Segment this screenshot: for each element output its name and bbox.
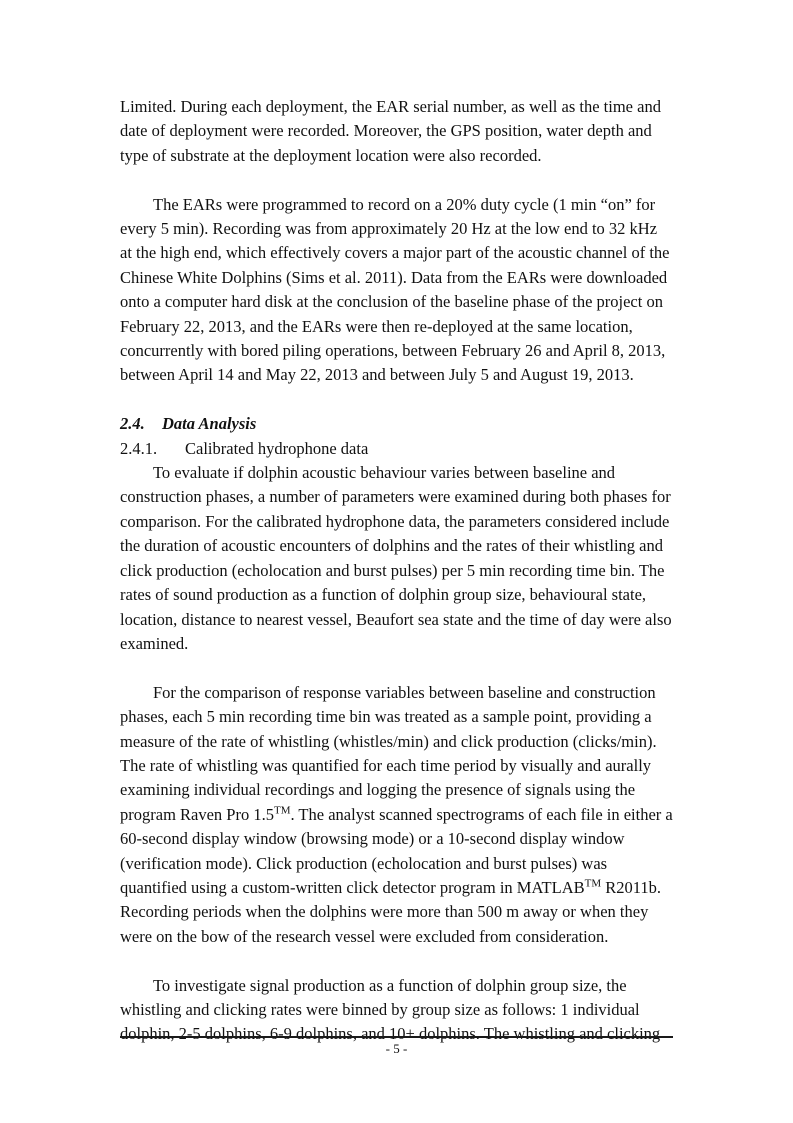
- section-number: 2.4.: [120, 414, 145, 434]
- page-footer: [120, 1036, 673, 1058]
- paragraph-response-variables: For the comparison of response variables between baseline and construction phases, each 5 min recording time bin was treated as a sample point, providing a measure of the rate of whistling (whistles/min) and click production (clicks/min). The rate of whistling was quantified for each time period by visually and aurally examining individual recordings and logging the presence of signals using the program Raven Pro 1.5™. The analyst scanned spectrograms of each file in either a 60-second display window (browsing mode) or a 10-second display window (verification mode). Click production (echolocation and burst pulses) was quantified using a custom-written click detector program in MATLAB™ R2011b. Recording periods when the dolphins were more than 500 m away or when they were on the bow of the research vessel were excluded from consideration.: [120, 682, 673, 946]
- section-title: Data Analysis: [162, 414, 257, 434]
- subsection-title: Calibrated hydrophone data: [185, 438, 369, 458]
- paragraph-group-size-binning: To investigate signal production as a function of dolphin group size, the whistling and clicking rates were binned by group size as follows: 1 individual dolphin, 2-5 dolphins, 6-9 dolphins, and 10+ dolphins. The whistling and clicking: [120, 975, 661, 1044]
- paragraph-deployment-records: Limited. During each deployment, the EAR serial number, as well as the time and date of deployment were recorded. Moreover, the GPS position, water depth and type of substrate at the deployment location were also recorded.: [120, 97, 661, 165]
- subsection-number: 2.4.1.: [120, 438, 158, 458]
- paragraph-ear-programming: The EARs were programmed to record on a 20% duty cycle (1 min “on” for every 5 min). Recording was from approximately 20 Hz at the low end to 32 kHz at the high end, which effectively covers a major part of the acoustic channel of the Chinese White Dolphins (Sims et al. 2011). Data from the EARs were downloaded onto a computer hard disk at the conclusion of the baseline phase of the project on February 22, 2013, and the EARs were then re-deployed at the same location, concurrently with bored piling operations, between February 26 and April 8, 2013, between April 14 and May 22, 2013 and between July 5 and August 19, 2013.: [120, 194, 670, 385]
- page-content: [120, 95, 673, 1047]
- subsection-heading-calibrated-hydrophone: [120, 437, 673, 461]
- section-heading-data-analysis: [120, 412, 673, 436]
- page-number: - 5 -: [385, 1041, 408, 1056]
- paragraph-parameters-examined: To evaluate if dolphin acoustic behaviour varies between baseline and construction phases, a number of parameters were examined during both phases for comparison. For the calibrated hydrophone data, the parameters considered include the duration of acoustic encounters of dolphins and the rates of their whistling and click production (echolocation and burst pulses) per 5 min recording time bin. The rates of sound production as a function of dolphin group size, behavioural state, location, distance to nearest vessel, Beaufort sea state and the time of day were also examined.: [120, 463, 672, 653]
